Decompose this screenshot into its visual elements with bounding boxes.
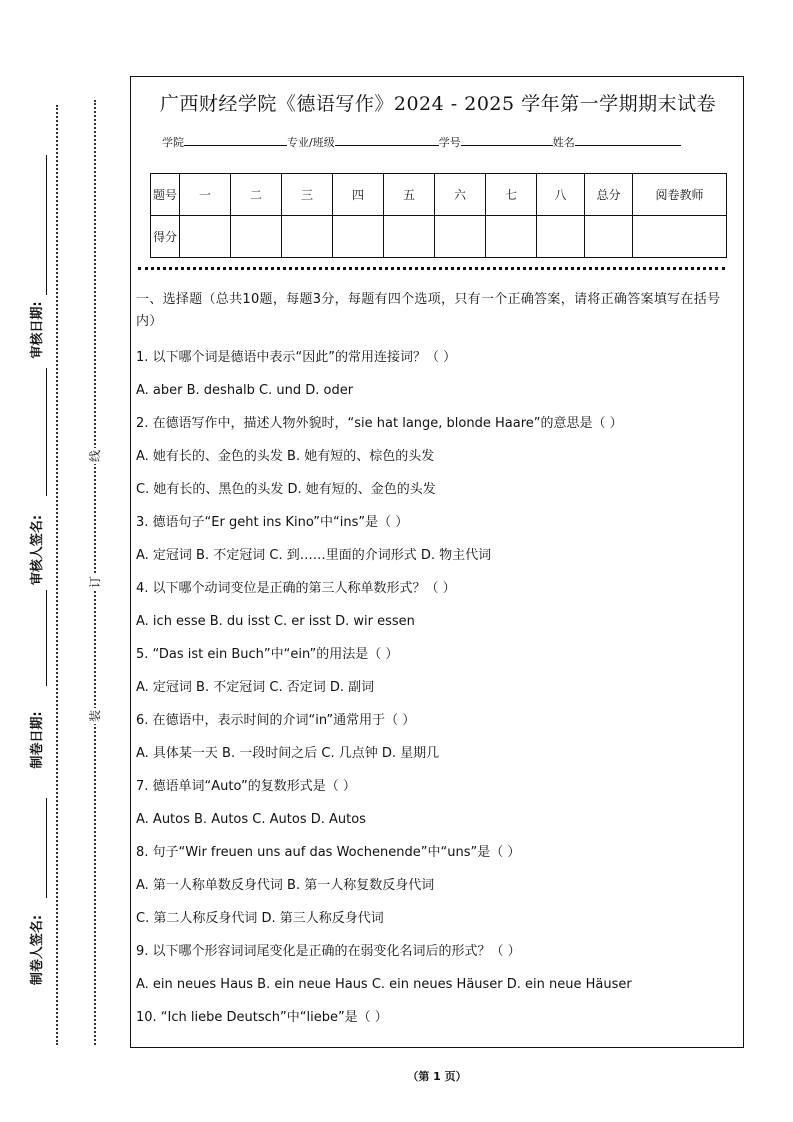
major-class-field[interactable] xyxy=(335,133,439,146)
score-table-header-row xyxy=(151,174,727,216)
exam-title: 广西财经学院《德语写作》2024 - 2025 学年第一学期期末试卷 xyxy=(159,93,717,115)
option-line: A. ein neues Haus B. ein neue Haus C. ein neues Häuser D. ein neue Häuser xyxy=(136,977,632,992)
score-cell[interactable] xyxy=(633,216,727,258)
question-line: 6. 在德语中，表示时间的介词“in”通常用于（ ） xyxy=(136,713,416,728)
score-table xyxy=(150,173,727,258)
option-line: A. Autos B. Autos C. Autos D. Autos xyxy=(136,812,366,827)
college-field[interactable] xyxy=(184,133,287,146)
name-field[interactable] xyxy=(575,133,681,146)
compile-date-label: 制卷日期: xyxy=(30,711,45,769)
score-cell[interactable] xyxy=(537,216,585,258)
score-cell[interactable] xyxy=(384,216,435,258)
binding-margin xyxy=(0,0,130,1122)
signature-line xyxy=(46,590,47,686)
student-info-row xyxy=(162,133,681,150)
cut-mark-mount: 装 xyxy=(88,710,102,723)
score-cell[interactable] xyxy=(435,216,486,258)
score-cell[interactable] xyxy=(282,216,333,258)
option-line: A. ich esse B. du isst C. er isst D. wir essen xyxy=(136,614,415,629)
major-class-label: 专业/班级 xyxy=(287,136,335,149)
option-line: A. 第一人称单数反身代词 B. 第一人称复数反身代词 xyxy=(136,878,435,893)
cut-mark-bind: 订 xyxy=(88,576,102,589)
question-line: 3. 德语句子“Er geht ins Kino”中“ins”是（ ） xyxy=(136,515,409,530)
reviewer-signature-label: 审核人签名: xyxy=(30,514,45,586)
dotted-separator xyxy=(138,267,725,270)
signature-line xyxy=(46,368,47,496)
section-heading: 一、选择题（总共10题，每题3分，每题有四个选项，只有一个正确答案，请将正确答案填写在括号内） xyxy=(136,292,721,329)
col-4: 四 xyxy=(333,174,384,216)
score-cell[interactable] xyxy=(333,216,384,258)
col-grader: 阅卷教师 xyxy=(633,174,727,216)
option-line: A. 定冠词 B. 不定冠词 C. 否定词 D. 副词 xyxy=(136,680,375,695)
name-label: 姓名 xyxy=(552,136,575,149)
option-line: A. 她有长的、金色的头发 B. 她有短的、棕色的头发 xyxy=(136,449,435,464)
question-line: 9. 以下哪个形容词词尾变化是正确的在弱变化名词后的形式？（ ） xyxy=(136,944,521,959)
col-8: 八 xyxy=(537,174,585,216)
col-1: 一 xyxy=(180,174,231,216)
question-line: 10. “Ich liebe Deutsch”中“liebe”是（ ） xyxy=(136,1010,388,1025)
question-line: 1. 以下哪个词是德语中表示“因此”的常用连接词？（ ） xyxy=(136,350,457,365)
exam-frame xyxy=(130,76,744,1048)
score-cell[interactable] xyxy=(585,216,633,258)
option-line: A. aber B. deshalb C. und D. oder xyxy=(136,383,354,398)
student-id-field[interactable] xyxy=(461,133,553,146)
option-line: C. 她有长的、黑色的头发 D. 她有短的、金色的头发 xyxy=(136,482,436,497)
question-line: 4. 以下哪个动词变位是正确的第三人称单数形式？（ ） xyxy=(136,581,456,596)
signature-line xyxy=(46,155,47,295)
question-line: 2. 在德语写作中，描述人物外貌时，“sie hat lange, blonde Haare”的意思是（ ） xyxy=(136,416,623,431)
question-area xyxy=(136,289,744,1034)
option-line: A. 定冠词 B. 不定冠词 C. 到……里面的介词形式 D. 物主代词 xyxy=(136,548,492,563)
page-number: （第 1 页） xyxy=(407,1070,467,1083)
col-5: 五 xyxy=(384,174,435,216)
score-cell[interactable] xyxy=(486,216,537,258)
col-6: 六 xyxy=(435,174,486,216)
student-id-label: 学号 xyxy=(438,136,461,149)
score-cell[interactable] xyxy=(231,216,282,258)
option-line: A. 具体某一天 B. 一段时间之后 C. 几点钟 D. 星期几 xyxy=(136,746,440,761)
option-line: C. 第二人称反身代词 D. 第三人称反身代词 xyxy=(136,911,384,926)
score-table-score-row xyxy=(151,216,727,258)
signature-line xyxy=(46,798,47,898)
score-header: 得分 xyxy=(151,216,180,258)
review-date-label: 审核日期: xyxy=(30,301,45,359)
col-7: 七 xyxy=(486,174,537,216)
dotted-line-outer xyxy=(56,105,58,1045)
compiler-signature-label: 制卷人签名: xyxy=(30,914,45,986)
college-label: 学院 xyxy=(162,136,184,149)
binding-dotted-line xyxy=(94,100,96,1045)
question-line: 7. 德语单词“Auto”的复数形式是（ ） xyxy=(136,779,356,794)
question-number-header: 题号 xyxy=(151,174,180,216)
col-3: 三 xyxy=(282,174,333,216)
score-cell[interactable] xyxy=(180,216,231,258)
col-2: 二 xyxy=(231,174,282,216)
cut-mark-line: 线 xyxy=(88,450,102,463)
question-line: 5. “Das ist ein Buch”中“ein”的用法是（ ） xyxy=(136,647,399,662)
col-total: 总分 xyxy=(585,174,633,216)
question-line: 8. 句子“Wir freuen uns auf das Wochenende”中“uns”是（ ） xyxy=(136,845,521,860)
